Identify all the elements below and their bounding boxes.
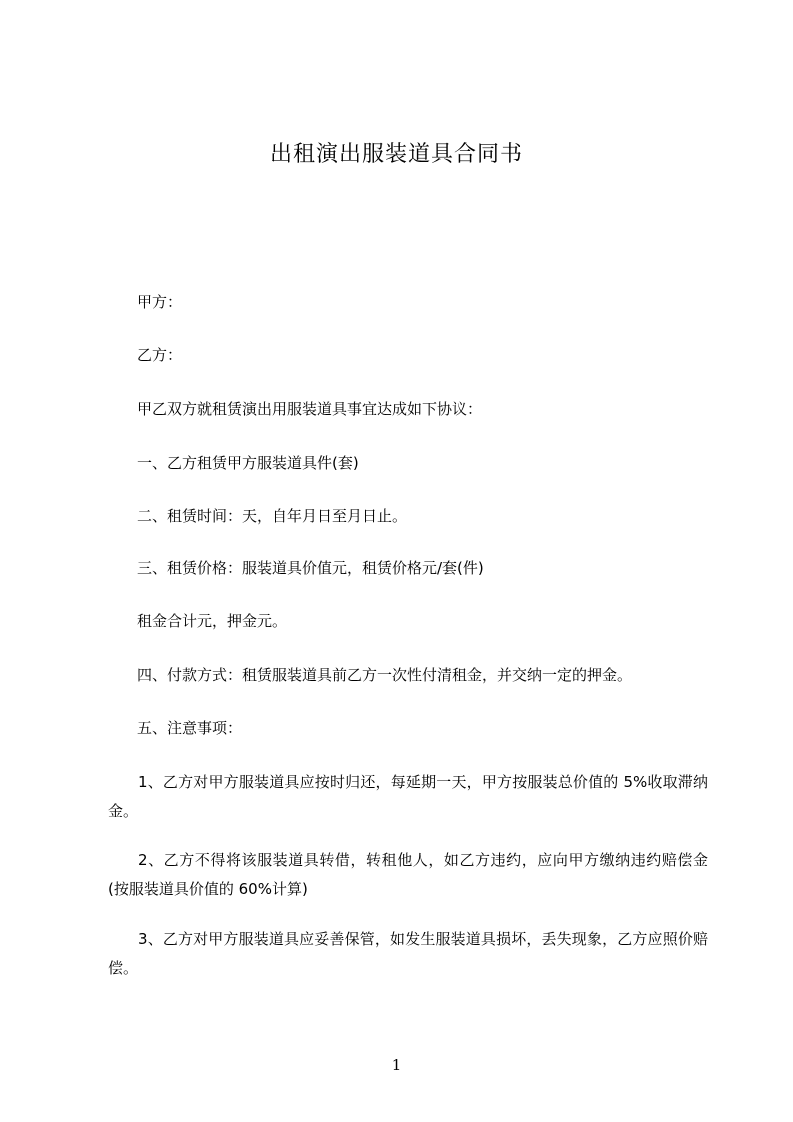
party-b-line: 乙方： <box>137 346 183 364</box>
note-item-2: 2、乙方不得将该服装道具转借，转租他人，如乙方违约，应向甲方缴纳违约赔偿金(按服装道具价值的 60%计算) <box>108 851 708 898</box>
clause-3-continuation: 租金合计元，押金元。 <box>137 612 288 630</box>
clause-2: 二、租赁时间：天，自年月日至月日止。 <box>137 507 408 525</box>
note-item-3: 3、乙方对甲方服装道具应妥善保管，如发生服装道具损坏，丢失现象，乙方应照价赔偿。 <box>108 930 708 977</box>
party-a-line: 甲方： <box>137 293 183 311</box>
clause-1: 一、乙方租赁甲方服装道具件(套) <box>137 454 359 472</box>
document-title: 出租演出服装道具合同书 <box>269 142 523 167</box>
intro-paragraph: 甲乙双方就租赁演出用服装道具事宜达成如下协议： <box>137 400 483 418</box>
page-number: 1 <box>391 1056 402 1074</box>
note-item-1: 1、乙方对甲方服装道具应按时归还，每延期一天，甲方按服装总价值的 5%收取滞纳金。 <box>108 773 708 820</box>
clause-4: 四、付款方式：租赁服装道具前乙方一次性付清租金，并交纳一定的押金。 <box>137 666 633 684</box>
clause-5-heading: 五、注意事项： <box>137 719 243 737</box>
clause-3: 三、租赁价格：服装道具价值元，租赁价格元/套(件) <box>137 559 484 577</box>
